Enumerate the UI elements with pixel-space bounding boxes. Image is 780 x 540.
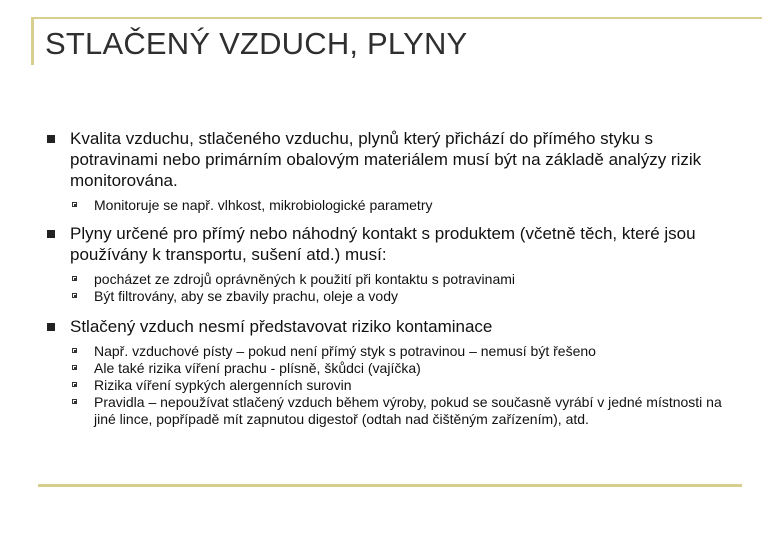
sub-list-item <box>70 343 727 360</box>
sub-item-text: pocházet ze zdrojů oprávněných k použití při kontaktu s potravinami <box>94 271 516 287</box>
sub-item-text: Pravidla – nepoužívat stlačený vzduch během výroby, pokud se současně vyrábí v jedné místnosti na jiné lince, popřípadě mít zapnutou digestoř (odtah nad čištěným zařízením), atd. <box>94 394 722 427</box>
hollow-square-bullet-icon <box>72 276 77 281</box>
sub-item-text: Být filtrovány, aby se zbavily prachu, oleje a vody <box>94 288 399 304</box>
sub-list <box>70 343 727 428</box>
sub-list-item <box>70 271 727 288</box>
hollow-square-bullet-icon <box>72 348 77 353</box>
sub-item-text: Rizika víření sypkých alergenních surovin <box>94 377 352 393</box>
sub-list-item <box>70 377 727 394</box>
bullet-item-2 <box>47 223 727 305</box>
sub-list-item <box>70 360 727 377</box>
sub-list <box>70 197 727 214</box>
hollow-square-bullet-icon <box>72 365 77 370</box>
square-bullet-icon <box>47 323 55 331</box>
bottom-border-line <box>38 484 742 487</box>
sub-list-item <box>70 197 727 214</box>
hollow-square-bullet-icon <box>72 382 77 387</box>
hollow-square-bullet-icon <box>72 202 77 207</box>
bullet-item-3 <box>47 316 727 428</box>
bullet-text: Kvalita vzduchu, stlačeného vzduchu, plynů který přichází do přímého styku s potravinami nebo primárním obalovým materiálem musí být na základě analýzy rizik monitorována. <box>70 129 702 190</box>
square-bullet-icon <box>47 135 55 143</box>
bullet-item-1 <box>47 128 727 214</box>
left-border-line <box>31 17 34 65</box>
bullet-text: Plyny určené pro přímý nebo náhodný kontakt s produktem (včetně těch, které jsou používány k transportu, sušení atd.) musí: <box>70 224 696 264</box>
top-border-line <box>34 17 762 19</box>
sub-list-item <box>70 394 727 428</box>
hollow-square-bullet-icon <box>72 399 77 404</box>
bullet-list <box>47 128 727 428</box>
sub-list <box>70 271 727 305</box>
sub-item-text: Ale také rizika víření prachu - plísně, škůdci (vajíčka) <box>94 360 421 376</box>
bullet-text: Stlačený vzduch nesmí představovat riziko kontaminace <box>70 317 493 336</box>
sub-item-text: Monitoruje se např. vlhkost, mikrobiologické parametry <box>94 197 433 213</box>
sub-list-item <box>70 288 727 305</box>
sub-item-text: Např. vzduchové písty – pokud není přímý styk s potravinou – nemusí být řešeno <box>94 343 596 359</box>
hollow-square-bullet-icon <box>72 293 77 298</box>
square-bullet-icon <box>47 230 55 238</box>
slide-title: STLAČENÝ VZDUCH, PLYNY <box>45 26 468 61</box>
